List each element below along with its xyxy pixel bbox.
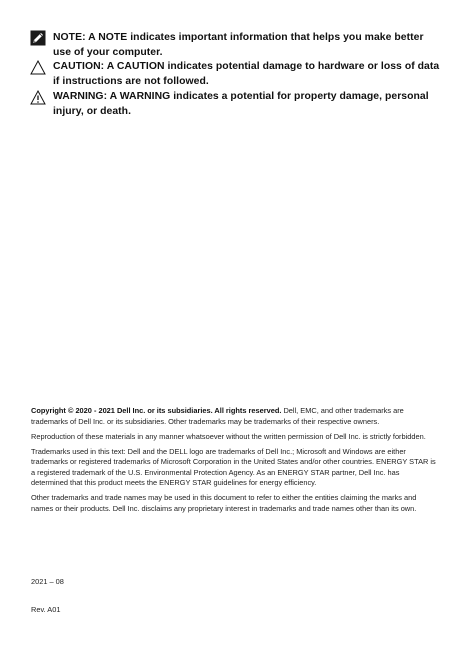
caution-triangle-icon: [30, 59, 48, 77]
copyright-bold: Copyright © 2020 - 2021 Dell Inc. or its subsidiaries. All rights reserved.: [31, 406, 282, 415]
publication-date: 2021 – 08: [31, 577, 64, 586]
warning-notice: [30, 89, 440, 119]
copyright-paragraph: [31, 406, 436, 427]
other-trademarks-paragraph: Other trademarks and trade names may be used in this document to refer to either the entities claiming the marks and names or their products. Dell Inc. disclaims any proprietary interest in trademarks and trade names other than its own.: [31, 493, 417, 513]
copyright-rest: Dell, EMC, and other trademarks are trademarks of Dell Inc. or its subsidiaries. Other trademarks may be trademarks of their respective owners.: [31, 406, 404, 426]
note-pencil-icon: [30, 30, 48, 48]
revision-label: Rev. A01: [31, 605, 61, 614]
caution-notice: [30, 59, 440, 89]
caution-text: CAUTION: A CAUTION indicates potential damage to hardware or loss of data if instructions are not followed.: [53, 61, 440, 87]
warning-triangle-icon: [30, 89, 48, 107]
legal-section: [31, 406, 436, 519]
reproduction-paragraph: Reproduction of these materials in any manner whatsoever without the written permission of Dell Inc. is strictly forbidden.: [31, 431, 426, 441]
trademarks-paragraph: Trademarks used in this text: Dell and the DELL logo are trademarks of Dell Inc.; Microsoft and Windows are either trademarks or registered trademarks of Microsoft Corporation in the United States and/or other countries. ENERGY STAR is a registered trademark of the U.S. Environmental Protection Agency. As an ENERGY STAR partner, Dell Inc. has determined that this product meets the ENERGY STAR guidelines for energy efficiency.: [31, 446, 436, 487]
note-notice: [30, 30, 440, 60]
note-text: NOTE: A NOTE indicates important information that helps you make better use of your computer.: [53, 32, 424, 58]
warning-text: WARNING: A WARNING indicates a potential for property damage, personal injury, or death.: [53, 91, 429, 117]
